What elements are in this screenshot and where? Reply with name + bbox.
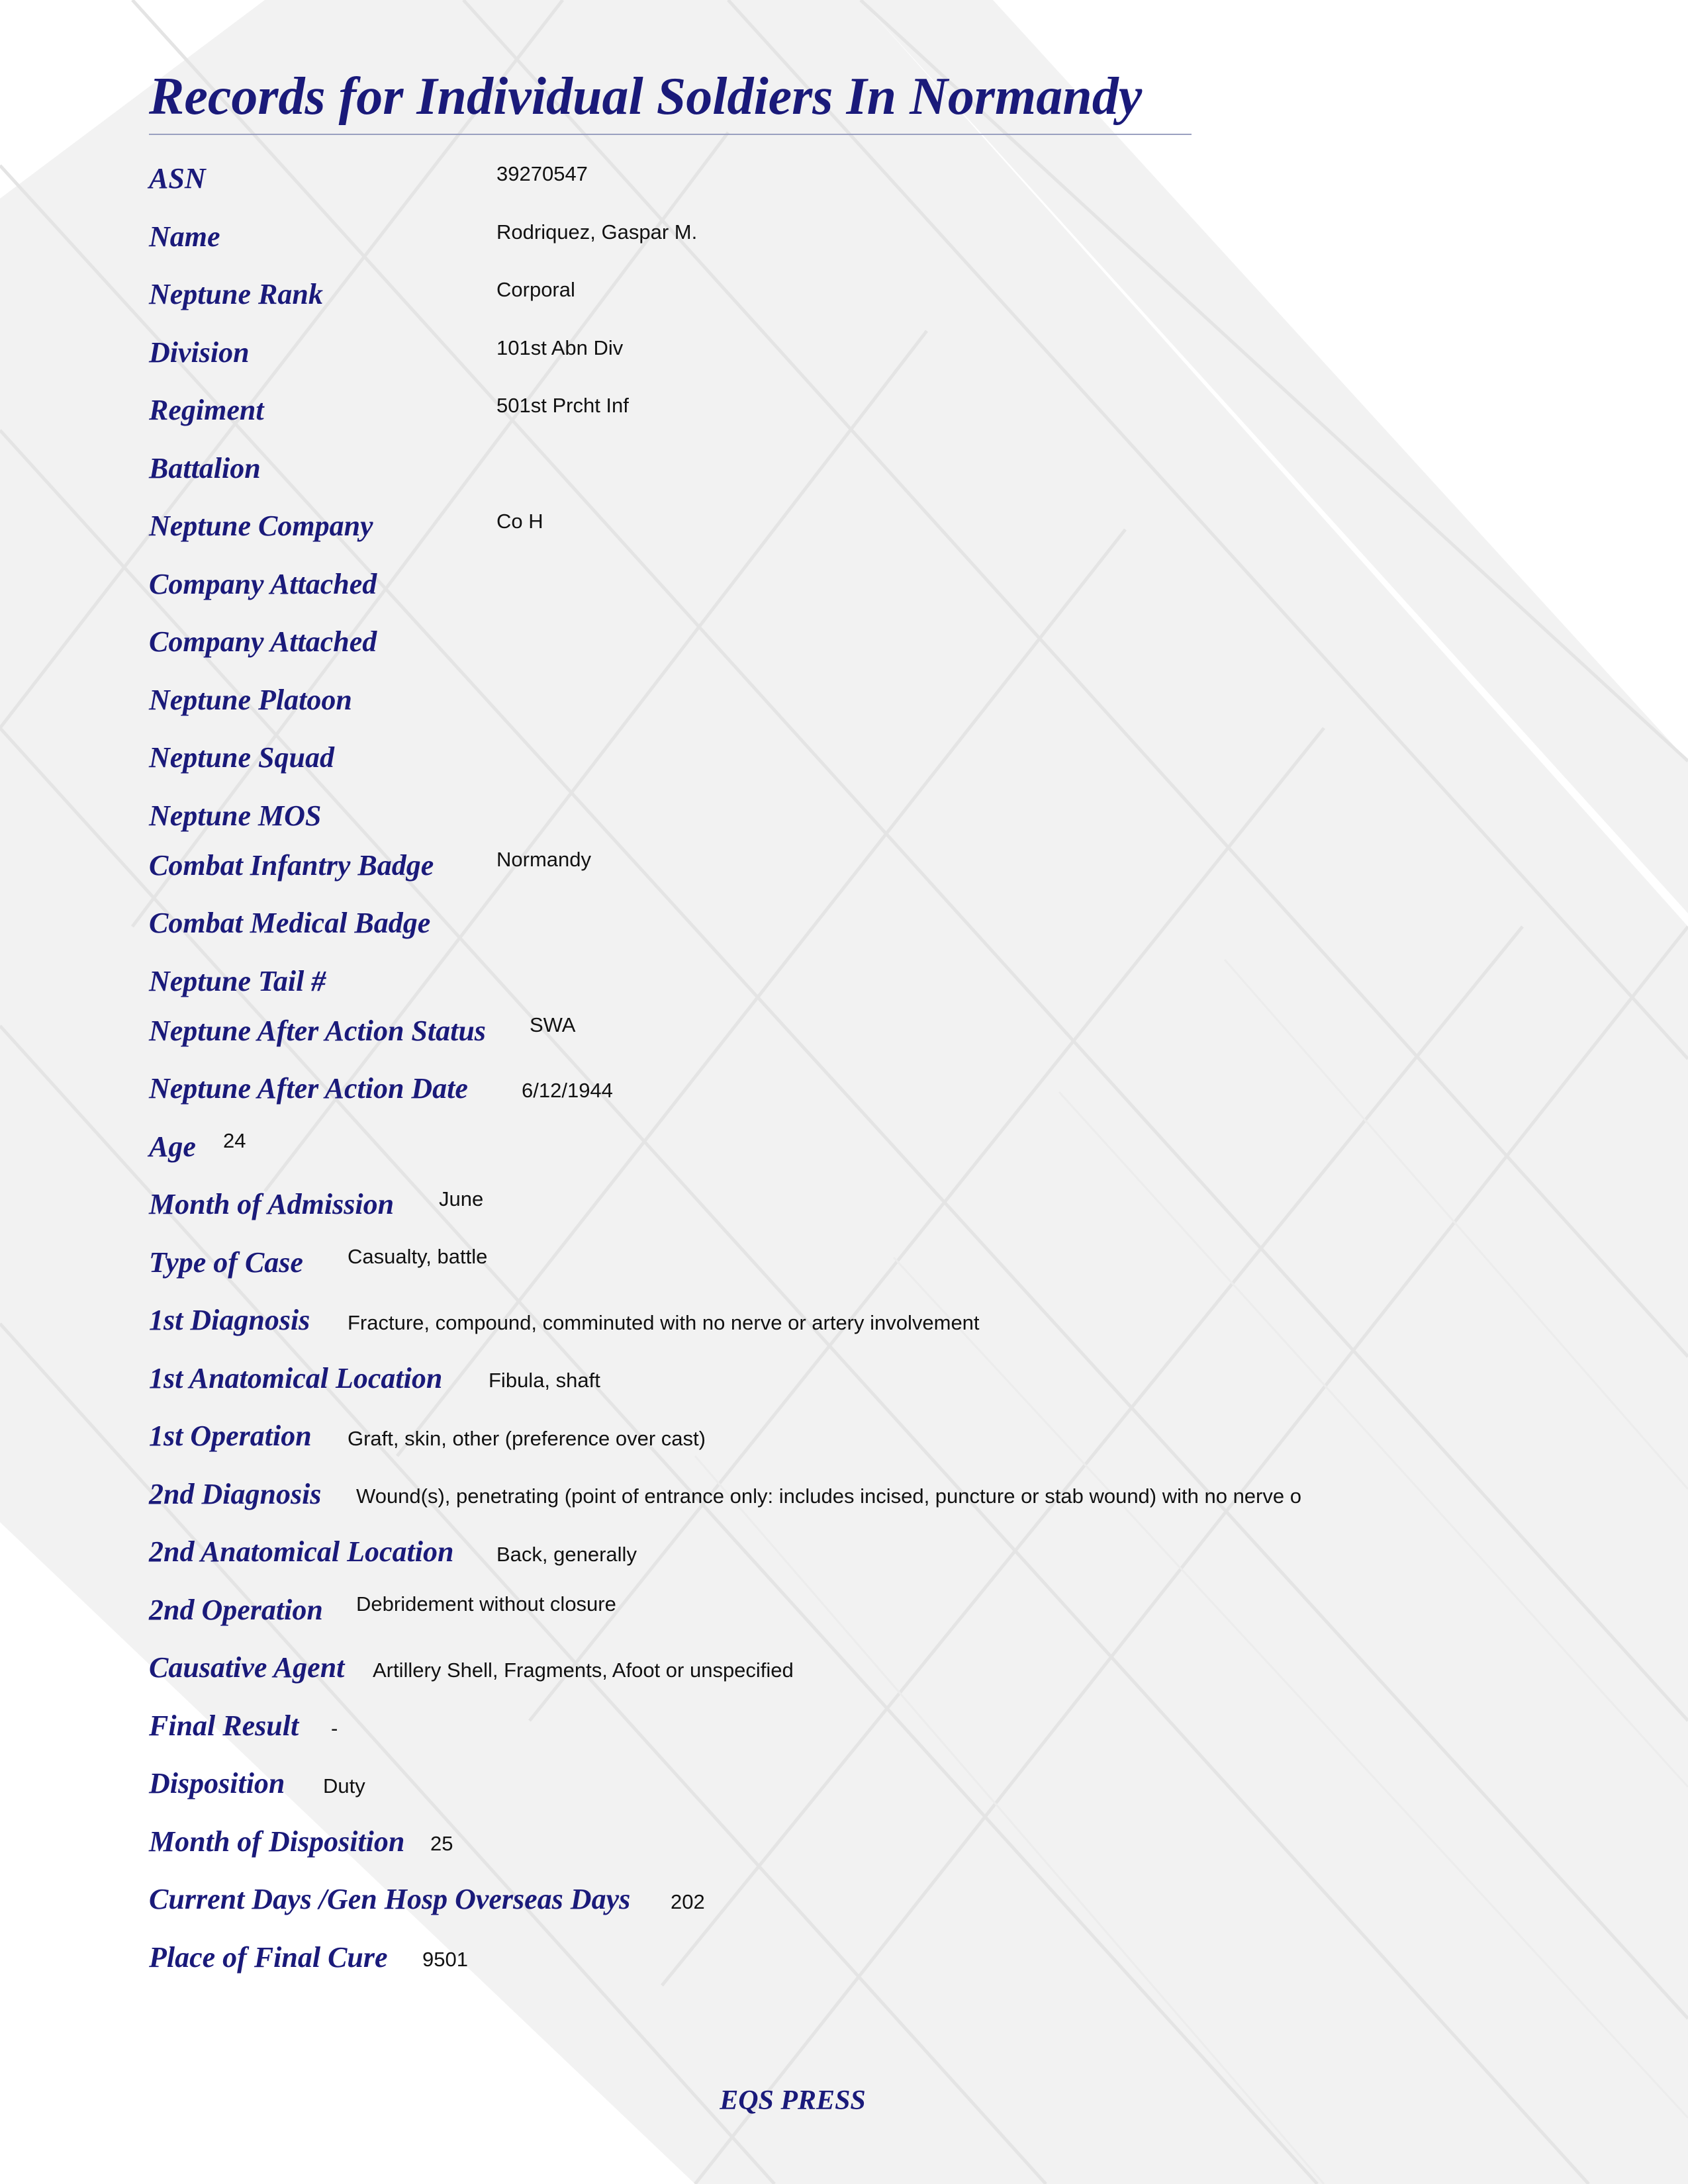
disposition-label: Disposition bbox=[149, 1767, 285, 1799]
second-diagnosis-label: 2nd Diagnosis bbox=[149, 1478, 322, 1510]
regiment-value: 501st Prcht Inf bbox=[496, 394, 629, 417]
age-label: Age bbox=[149, 1130, 196, 1163]
after-action-status-label: Neptune After Action Status bbox=[149, 1015, 486, 1047]
second-anatomical-location-value: Back, generally bbox=[496, 1543, 637, 1566]
causative-agent-value: Artillery Shell, Fragments, Afoot or unspecified bbox=[373, 1659, 794, 1682]
first-anatomical-location-label: 1st Anatomical Location bbox=[149, 1362, 443, 1394]
first-diagnosis-label: 1st Diagnosis bbox=[149, 1304, 310, 1336]
second-diagnosis-value: Wound(s), penetrating (point of entrance only: includes incised, puncture or stab wound) with no nerve o bbox=[356, 1484, 1301, 1508]
current-days-value: 202 bbox=[671, 1890, 705, 1913]
second-operation-label: 2nd Operation bbox=[149, 1594, 323, 1626]
division-value: 101st Abn Div bbox=[496, 336, 624, 359]
disposition-value: Duty bbox=[323, 1774, 365, 1797]
neptune-rank-label: Neptune Rank bbox=[149, 278, 323, 310]
footer-publisher: EQS PRESS bbox=[720, 2085, 866, 2116]
second-operation-value: Debridement without closure bbox=[356, 1592, 616, 1615]
page-title: Records for Individual Soldiers In Normandy bbox=[149, 68, 1143, 126]
second-anatomical-location-label: 2nd Anatomical Location bbox=[149, 1535, 454, 1568]
combat-infantry-badge-value: Normandy bbox=[496, 848, 591, 871]
causative-agent-label: Causative Agent bbox=[149, 1651, 345, 1684]
division-label: Division bbox=[149, 336, 250, 369]
first-operation-value: Graft, skin, other (preference over cast) bbox=[348, 1427, 706, 1450]
company-attached-label-2: Company Attached bbox=[149, 625, 377, 658]
place-of-final-cure-value: 9501 bbox=[422, 1948, 468, 1971]
neptune-rank-value: Corporal bbox=[496, 278, 575, 301]
neptune-platoon-label: Neptune Platoon bbox=[149, 684, 352, 716]
first-diagnosis-value: Fracture, compound, comminuted with no nerve or artery involvement bbox=[348, 1311, 980, 1334]
asn-label: ASN bbox=[149, 162, 206, 195]
month-of-disposition-value: 25 bbox=[430, 1832, 453, 1855]
neptune-company-value: Co H bbox=[496, 510, 543, 533]
place-of-final-cure-label: Place of Final Cure bbox=[149, 1941, 388, 1974]
month-of-admission-label: Month of Admission bbox=[149, 1188, 395, 1220]
after-action-date-label: Neptune After Action Date bbox=[149, 1072, 468, 1105]
neptune-company-label: Neptune Company bbox=[149, 510, 373, 542]
after-action-status-value: SWA bbox=[530, 1013, 576, 1036]
company-attached-label-1: Company Attached bbox=[149, 568, 377, 600]
age-value: 24 bbox=[223, 1129, 246, 1152]
first-anatomical-location-value: Fibula, shaft bbox=[489, 1369, 600, 1392]
combat-medical-badge-label: Combat Medical Badge bbox=[149, 907, 431, 939]
regiment-label: Regiment bbox=[149, 394, 264, 426]
name-value: Rodriquez, Gaspar M. bbox=[496, 220, 698, 244]
after-action-date-value: 6/12/1944 bbox=[522, 1079, 613, 1102]
type-of-case-label: Type of Case bbox=[149, 1246, 303, 1279]
first-operation-label: 1st Operation bbox=[149, 1420, 312, 1452]
type-of-case-value: Casualty, battle bbox=[348, 1245, 488, 1268]
neptune-tail-label: Neptune Tail # bbox=[149, 965, 326, 997]
title-divider bbox=[149, 134, 1192, 135]
asn-value: 39270547 bbox=[496, 162, 588, 185]
final-result-label: Final Result bbox=[149, 1709, 299, 1742]
neptune-mos-label: Neptune MOS bbox=[149, 799, 322, 832]
month-of-disposition-label: Month of Disposition bbox=[149, 1825, 405, 1858]
final-result-value: - bbox=[331, 1717, 338, 1740]
name-label: Name bbox=[149, 220, 220, 253]
month-of-admission-value: June bbox=[439, 1187, 484, 1210]
battalion-label: Battalion bbox=[149, 452, 261, 484]
neptune-squad-label: Neptune Squad bbox=[149, 741, 334, 774]
combat-infantry-badge-label: Combat Infantry Badge bbox=[149, 849, 434, 882]
current-days-label: Current Days /Gen Hosp Overseas Days bbox=[149, 1883, 631, 1915]
